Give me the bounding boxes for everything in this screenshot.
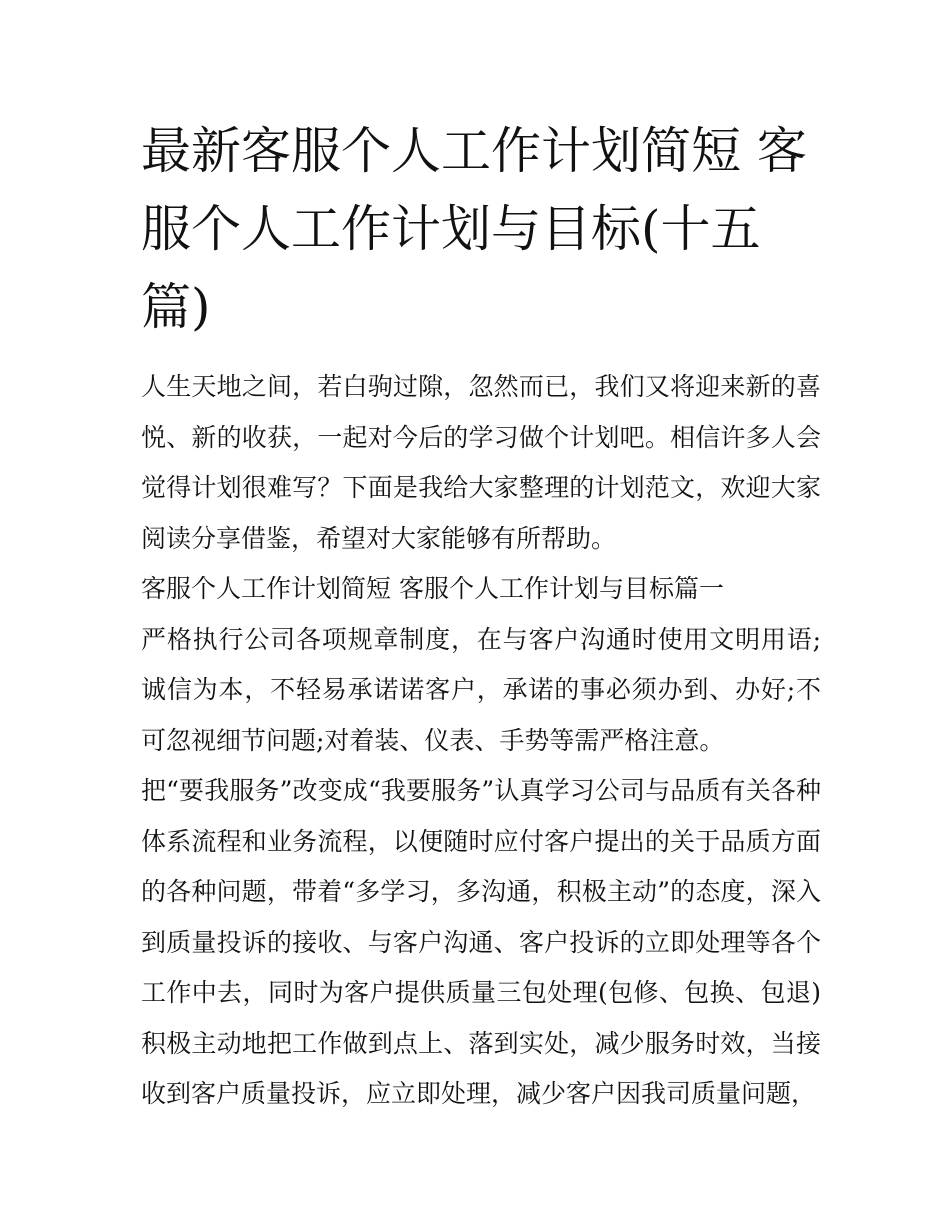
document-body — [141, 112, 821, 1120]
section-heading: 客服个人工作计划简短 客服个人工作计划与目标篇一 — [141, 574, 724, 603]
body-paragraph-2: 把“要我服务”改变成“我要服务”认真学习公司与品质有关各种体系流程和业务流程，以便随时应付客户提出的关于品质方面的各种问题，带着“多学习，多沟通，积极主动”的态度，深入到质量投诉的接收、与客户沟通、客户投诉的立即处理等各个工作中去，同时为客户提供质量三包处理(包修、包换、包退)积极主动地把工作做到点上、落到实处，减少服务时效，当接收到客户质量投诉，应立即处理，减少客户因我司质量问题， — [141, 776, 821, 1108]
intro-paragraph: 人生天地之间，若白驹过隙，忽然而已，我们又将迎来新的喜悦、新的收获，一起对今后的学习做个计划吧。相信许多人会觉得计划很难写？下面是我给大家整理的计划范文，欢迎大家阅读分享借鉴，希望对大家能够有所帮助。 — [141, 372, 821, 553]
body-paragraph-1: 严格执行公司各项规章制度，在与客户沟通时使用文明用语;诚信为本，不轻易承诺诺客户，承诺的事必须办到、办好;不可忽视细节问题;对着装、仪表、手势等需严格注意。 — [141, 624, 821, 755]
document-title: 最新客服个人工作计划简短 客服个人工作计划与目标(十五篇) — [141, 122, 807, 336]
